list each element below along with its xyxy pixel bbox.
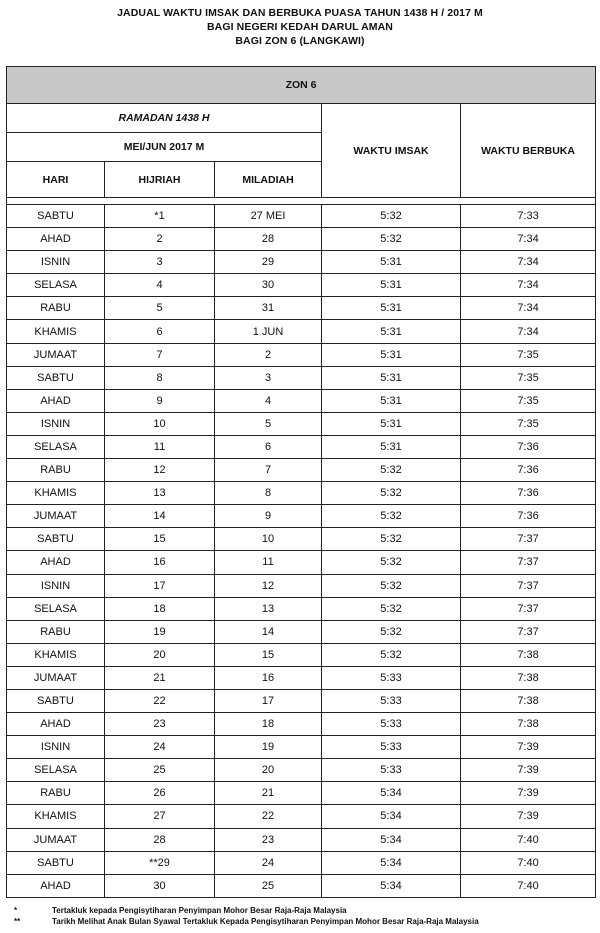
hijriah-cell: 30: [105, 874, 215, 897]
schedule-table: [6, 66, 596, 898]
hari-cell: JUMAAT: [7, 666, 105, 689]
table-row: [7, 759, 596, 782]
table-row: [7, 551, 596, 574]
hari-cell: AHAD: [7, 874, 105, 897]
hijriah-cell: 27: [105, 805, 215, 828]
berbuka-cell: 7:34: [461, 251, 596, 274]
imsak-cell: 5:32: [322, 205, 461, 228]
hijriah-cell: 22: [105, 689, 215, 712]
footnote-text: Tertakluk kepada Pengisytiharan Penyimpan Mohor Besar Raja-Raja Malaysia: [52, 906, 347, 915]
hari-cell: SELASA: [7, 274, 105, 297]
table-row: [7, 459, 596, 482]
hari-cell: SABTU: [7, 366, 105, 389]
miladiah-cell: 28: [215, 228, 322, 251]
table-row: [7, 528, 596, 551]
hijriah-column-header: HIJRIAH: [105, 162, 215, 198]
imsak-cell: 5:32: [322, 643, 461, 666]
hijriah-cell: 3: [105, 251, 215, 274]
table-row: [7, 228, 596, 251]
hijriah-cell: 26: [105, 782, 215, 805]
hari-cell: KHAMIS: [7, 482, 105, 505]
table-row: [7, 874, 596, 897]
hijriah-cell: 11: [105, 435, 215, 458]
table-row: [7, 805, 596, 828]
footnote-text: Tarikh Melihat Anak Bulan Syawal Tertakluk Kepada Pengisytiharan Penyimpan Mohor Besar Raja-Raja Malaysia: [52, 917, 479, 926]
hari-cell: AHAD: [7, 551, 105, 574]
berbuka-cell: 7:36: [461, 459, 596, 482]
hijriah-cell: 17: [105, 574, 215, 597]
berbuka-cell: 7:35: [461, 412, 596, 435]
hijriah-cell: 23: [105, 713, 215, 736]
imsak-cell: 5:34: [322, 805, 461, 828]
imsak-cell: 5:31: [322, 343, 461, 366]
table-row: [7, 851, 596, 874]
hari-cell: JUMAAT: [7, 343, 105, 366]
imsak-cell: 5:31: [322, 435, 461, 458]
imsak-cell: 5:32: [322, 620, 461, 643]
berbuka-cell: 7:35: [461, 389, 596, 412]
imsak-cell: 5:31: [322, 251, 461, 274]
miladiah-cell: 17: [215, 689, 322, 712]
hijriah-cell: 18: [105, 597, 215, 620]
hari-cell: KHAMIS: [7, 643, 105, 666]
imsak-cell: 5:32: [322, 459, 461, 482]
hari-column-header: HARI: [7, 162, 105, 198]
hijriah-cell: 4: [105, 274, 215, 297]
imsak-cell: 5:31: [322, 389, 461, 412]
hijriah-cell: 15: [105, 528, 215, 551]
imsak-cell: 5:32: [322, 597, 461, 620]
title-line-2: BAGI NEGERI KEDAH DARUL AMAN: [207, 21, 393, 33]
imsak-column-header: WAKTU IMSAK: [322, 104, 461, 198]
hijriah-cell: 25: [105, 759, 215, 782]
imsak-cell: 5:32: [322, 505, 461, 528]
footnote-mark: **: [14, 917, 21, 926]
imsak-cell: 5:31: [322, 366, 461, 389]
miladiah-cell: 29: [215, 251, 322, 274]
hijriah-cell: 6: [105, 320, 215, 343]
table-row: [7, 574, 596, 597]
imsak-cell: 5:31: [322, 320, 461, 343]
hijriah-cell: 12: [105, 459, 215, 482]
miladiah-cell: 7: [215, 459, 322, 482]
table-row: [7, 620, 596, 643]
hari-cell: SABTU: [7, 205, 105, 228]
berbuka-cell: 7:34: [461, 228, 596, 251]
table-row: [7, 412, 596, 435]
miladiah-cell: 8: [215, 482, 322, 505]
miladiah-cell: 30: [215, 274, 322, 297]
berbuka-cell: 7:37: [461, 620, 596, 643]
berbuka-column-header: WAKTU BERBUKA: [461, 104, 596, 198]
hari-cell: JUMAAT: [7, 828, 105, 851]
hari-cell: ISNIN: [7, 736, 105, 759]
table-row: [7, 666, 596, 689]
berbuka-cell: 7:37: [461, 597, 596, 620]
miladiah-column-header: MILADIAH: [215, 162, 322, 198]
miladiah-cell: 20: [215, 759, 322, 782]
hari-cell: RABU: [7, 620, 105, 643]
hari-cell: RABU: [7, 782, 105, 805]
berbuka-cell: 7:36: [461, 482, 596, 505]
hijriah-cell: 16: [105, 551, 215, 574]
berbuka-cell: 7:35: [461, 366, 596, 389]
berbuka-cell: 7:38: [461, 643, 596, 666]
hijriah-cell: 14: [105, 505, 215, 528]
miladiah-cell: 18: [215, 713, 322, 736]
imsak-cell: 5:32: [322, 551, 461, 574]
miladiah-cell: 21: [215, 782, 322, 805]
table-row: [7, 736, 596, 759]
hari-cell: SABTU: [7, 689, 105, 712]
imsak-cell: 5:33: [322, 713, 461, 736]
table-row: [7, 482, 596, 505]
month-header: MEI/JUN 2017 M: [7, 133, 322, 162]
hijriah-cell: 20: [105, 643, 215, 666]
miladiah-cell: 4: [215, 389, 322, 412]
hijriah-cell: 9: [105, 389, 215, 412]
table-row: [7, 251, 596, 274]
hari-cell: AHAD: [7, 389, 105, 412]
berbuka-cell: 7:40: [461, 828, 596, 851]
berbuka-cell: 7:37: [461, 574, 596, 597]
table-row: [7, 297, 596, 320]
miladiah-cell: 3: [215, 366, 322, 389]
hari-cell: SABTU: [7, 528, 105, 551]
title-line-1: JADUAL WAKTU IMSAK DAN BERBUKA PUASA TAHUN 1438 H / 2017 M: [117, 7, 483, 19]
imsak-cell: 5:32: [322, 528, 461, 551]
header-spacer: [7, 198, 596, 205]
table-row: [7, 643, 596, 666]
hijriah-cell: 13: [105, 482, 215, 505]
ramadan-header: RAMADAN 1438 H: [7, 104, 322, 133]
miladiah-cell: 9: [215, 505, 322, 528]
hijriah-cell: 8: [105, 366, 215, 389]
berbuka-cell: 7:38: [461, 713, 596, 736]
hari-cell: SELASA: [7, 435, 105, 458]
hari-cell: SELASA: [7, 759, 105, 782]
berbuka-cell: 7:40: [461, 851, 596, 874]
hijriah-cell: 5: [105, 297, 215, 320]
berbuka-cell: 7:39: [461, 805, 596, 828]
table-row: [7, 435, 596, 458]
berbuka-cell: 7:39: [461, 759, 596, 782]
schedule-rows: [7, 205, 596, 898]
miladiah-cell: 15: [215, 643, 322, 666]
hijriah-cell: **29: [105, 851, 215, 874]
hijriah-cell: 19: [105, 620, 215, 643]
hijriah-cell: 24: [105, 736, 215, 759]
imsak-cell: 5:33: [322, 666, 461, 689]
table-row: [7, 320, 596, 343]
table-row: [7, 343, 596, 366]
hari-cell: ISNIN: [7, 574, 105, 597]
table-row: [7, 713, 596, 736]
imsak-cell: 5:31: [322, 412, 461, 435]
berbuka-cell: 7:36: [461, 505, 596, 528]
hijriah-cell: 10: [105, 412, 215, 435]
imsak-cell: 5:32: [322, 574, 461, 597]
berbuka-cell: 7:36: [461, 435, 596, 458]
miladiah-cell: 16: [215, 666, 322, 689]
table-row: [7, 597, 596, 620]
berbuka-cell: 7:33: [461, 205, 596, 228]
imsak-cell: 5:34: [322, 874, 461, 897]
table-row: [7, 389, 596, 412]
footnote: [14, 916, 600, 927]
zone-header: ZON 6: [7, 67, 596, 104]
imsak-cell: 5:32: [322, 482, 461, 505]
hari-cell: KHAMIS: [7, 805, 105, 828]
berbuka-cell: 7:40: [461, 874, 596, 897]
table-row: [7, 505, 596, 528]
hijriah-cell: 7: [105, 343, 215, 366]
footnote: [14, 905, 600, 916]
imsak-cell: 5:33: [322, 689, 461, 712]
miladiah-cell: 25: [215, 874, 322, 897]
miladiah-cell: 23: [215, 828, 322, 851]
footnote-mark: *: [14, 906, 18, 915]
imsak-cell: 5:34: [322, 828, 461, 851]
berbuka-cell: 7:39: [461, 736, 596, 759]
table-row: [7, 366, 596, 389]
miladiah-cell: 27 MEI: [215, 205, 322, 228]
berbuka-cell: 7:39: [461, 782, 596, 805]
hari-cell: RABU: [7, 459, 105, 482]
miladiah-cell: 13: [215, 597, 322, 620]
hijriah-cell: 2: [105, 228, 215, 251]
hari-cell: AHAD: [7, 228, 105, 251]
imsak-cell: 5:31: [322, 274, 461, 297]
footnotes: [14, 905, 600, 927]
berbuka-cell: 7:37: [461, 551, 596, 574]
berbuka-cell: 7:38: [461, 666, 596, 689]
berbuka-cell: 7:34: [461, 297, 596, 320]
hari-cell: ISNIN: [7, 412, 105, 435]
miladiah-cell: 22: [215, 805, 322, 828]
title-line-3: BAGI ZON 6 (LANGKAWI): [235, 35, 365, 47]
miladiah-cell: 5: [215, 412, 322, 435]
miladiah-cell: 6: [215, 435, 322, 458]
hijriah-cell: 21: [105, 666, 215, 689]
berbuka-cell: 7:34: [461, 320, 596, 343]
imsak-cell: 5:34: [322, 851, 461, 874]
document-title-block: [0, 6, 600, 48]
miladiah-cell: 2: [215, 343, 322, 366]
berbuka-cell: 7:35: [461, 343, 596, 366]
berbuka-cell: 7:37: [461, 528, 596, 551]
imsak-cell: 5:33: [322, 736, 461, 759]
hari-cell: JUMAAT: [7, 505, 105, 528]
miladiah-cell: 12: [215, 574, 322, 597]
imsak-cell: 5:31: [322, 297, 461, 320]
table-row: [7, 205, 596, 228]
table-row: [7, 782, 596, 805]
hari-cell: SELASA: [7, 597, 105, 620]
imsak-cell: 5:33: [322, 759, 461, 782]
miladiah-cell: 19: [215, 736, 322, 759]
miladiah-cell: 10: [215, 528, 322, 551]
table-row: [7, 689, 596, 712]
miladiah-cell: 24: [215, 851, 322, 874]
hari-cell: RABU: [7, 297, 105, 320]
table-row: [7, 828, 596, 851]
table-row: [7, 274, 596, 297]
imsak-cell: 5:34: [322, 782, 461, 805]
hari-cell: KHAMIS: [7, 320, 105, 343]
miladiah-cell: 1 JUN: [215, 320, 322, 343]
miladiah-cell: 11: [215, 551, 322, 574]
miladiah-cell: 14: [215, 620, 322, 643]
berbuka-cell: 7:38: [461, 689, 596, 712]
hari-cell: AHAD: [7, 713, 105, 736]
imsak-cell: 5:32: [322, 228, 461, 251]
berbuka-cell: 7:34: [461, 274, 596, 297]
hijriah-cell: *1: [105, 205, 215, 228]
hari-cell: SABTU: [7, 851, 105, 874]
miladiah-cell: 31: [215, 297, 322, 320]
hijriah-cell: 28: [105, 828, 215, 851]
hari-cell: ISNIN: [7, 251, 105, 274]
